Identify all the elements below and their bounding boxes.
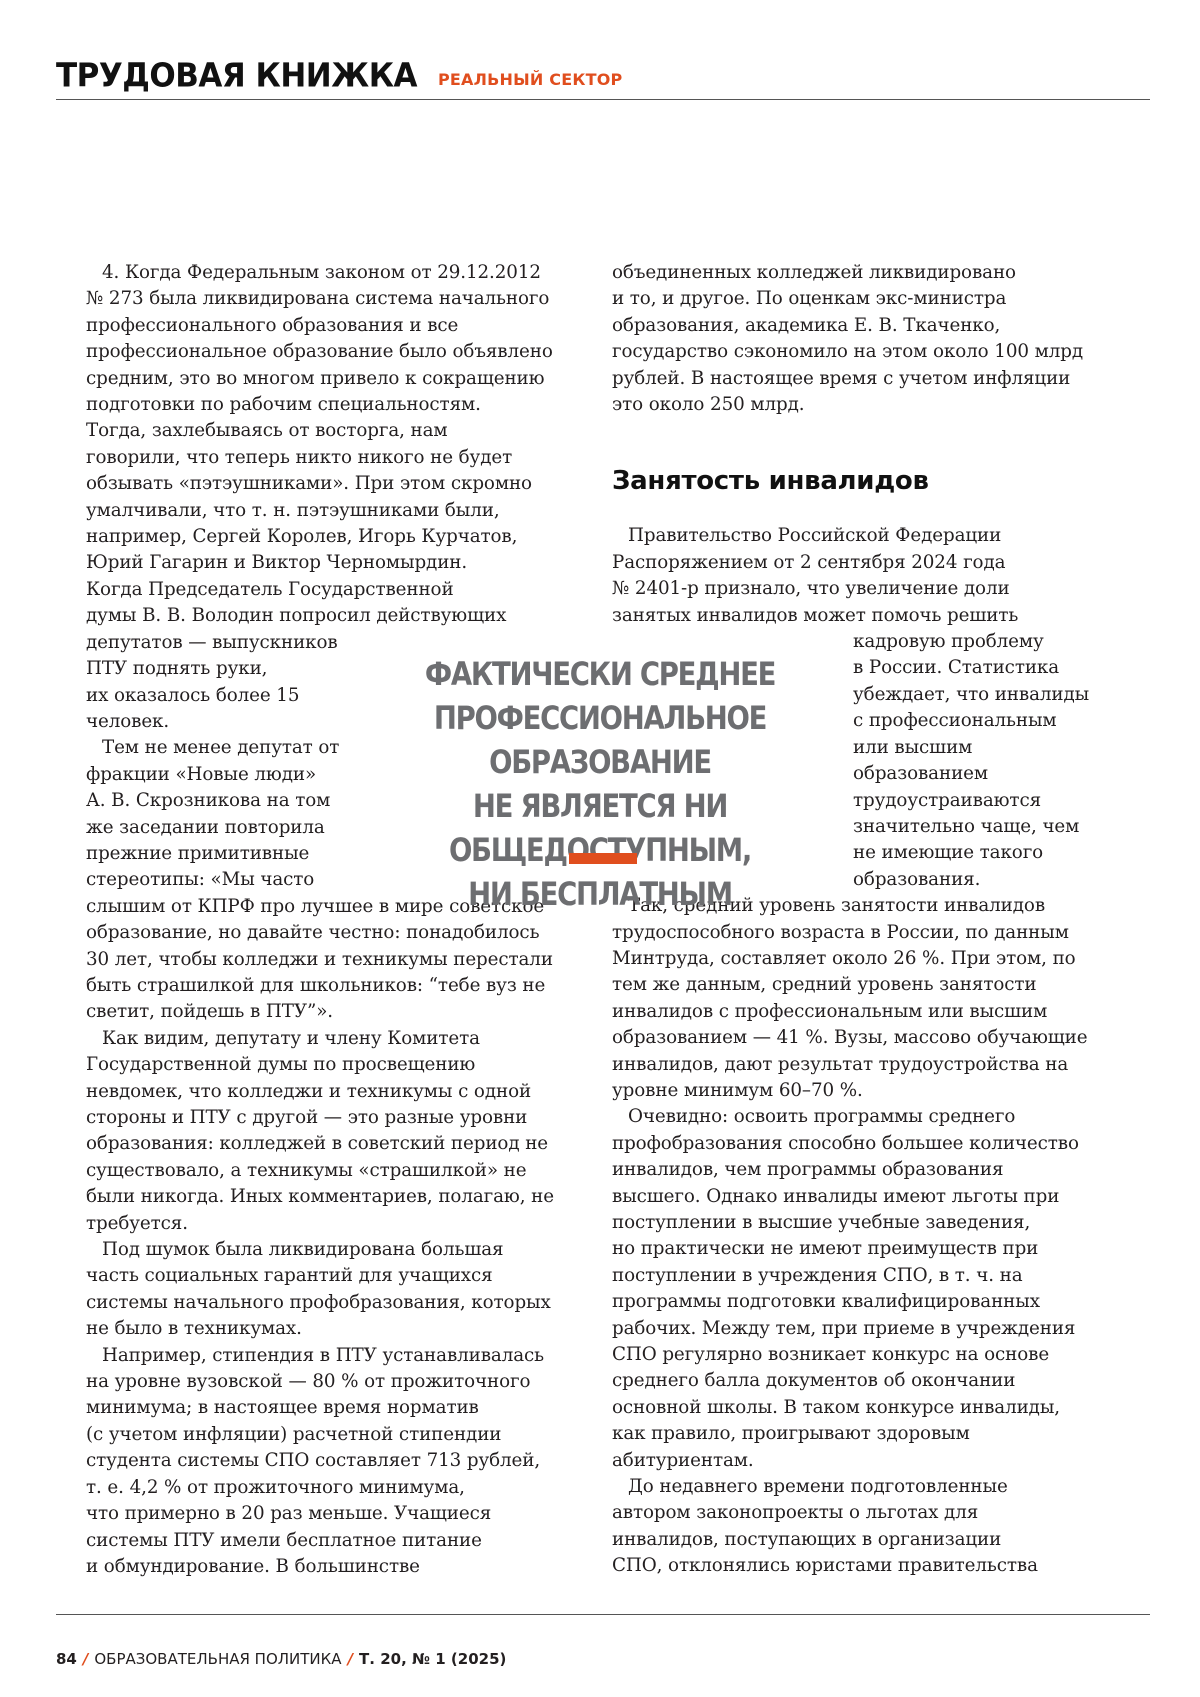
text-line: системы начального профобразования, которых [86, 1290, 606, 1316]
text-line: профессионального образования и все [86, 313, 606, 339]
text-line: образование, но давайте честно: понадобилось [86, 920, 606, 946]
text-line: инвалидов с профессиональным или высшим [612, 999, 1132, 1025]
text-line: трудоустраиваются [612, 788, 1132, 814]
text-line: стороны и ПТУ с другой — это разные уровни [86, 1105, 606, 1131]
text-line: или высшим [612, 735, 1132, 761]
text-line: часть социальных гарантий для учащихся [86, 1263, 606, 1289]
journal-name: ОБРАЗОВАТЕЛЬНАЯ ПОЛИТИКА [94, 1650, 341, 1668]
text-line: например, Сергей Королев, Игорь Курчатов, [86, 524, 606, 550]
text-line: 4. Когда Федеральным законом от 29.12.2012 [86, 260, 606, 286]
text-line: До недавнего времени подготовленные [612, 1474, 1132, 1500]
text-line: программы подготовки квалифицированных [612, 1289, 1132, 1315]
text-line: убеждает, что инвалиды [612, 682, 1132, 708]
text-line: Юрий Гагарин и Виктор Черномырдин. [86, 550, 606, 576]
text-line: автором законопроекты о льготах для [612, 1500, 1132, 1526]
text-line: основной школы. В таком конкурсе инвалиды, [612, 1395, 1132, 1421]
article-left-column [86, 260, 606, 1580]
text-line: с профессиональным [612, 708, 1132, 734]
text-line: поступлении в высшие учебные заведения, [612, 1210, 1132, 1236]
text-line: 30 лет, чтобы колледжи и техникумы перестали [86, 947, 606, 973]
text-line: стереотипы: «Мы часто [86, 867, 606, 893]
text-line: средним, это во многом привело к сокращению [86, 366, 606, 392]
text-line: образования: колледжей в советский период не [86, 1131, 606, 1157]
text-line: Как видим, депутату и члену Комитета [86, 1026, 606, 1052]
text-line: требуется. [86, 1211, 606, 1237]
text-line: говорили, что теперь никто никого не будет [86, 445, 606, 471]
text-line: Распоряжением от 2 сентября 2024 года [612, 550, 1132, 576]
pull-quote-line: НИ БЕСПЛАТНЫМ [402, 872, 798, 916]
text-line: невдомек, что колледжи и техникумы с одной [86, 1079, 606, 1105]
text-line: прежние примитивные [86, 841, 606, 867]
text-line: ПТУ поднять руки, [86, 656, 606, 682]
text-line: минимума; в настоящее время норматив [86, 1395, 606, 1421]
pull-quote [402, 652, 798, 916]
text-line: не имеющие такого [612, 840, 1132, 866]
text-line: Тогда, захлебываясь от восторга, нам [86, 418, 606, 444]
pull-quote-line: ПРОФЕССИОНАЛЬНОЕ ОБРАЗОВАНИЕ [402, 696, 798, 784]
pull-quote-line: НЕ ЯВЛЯЕТСЯ НИ ОБЩЕДОСТУПНЫМ, [402, 784, 798, 872]
text-line: № 273 была ликвидирована система начального [86, 286, 606, 312]
running-header [56, 56, 1150, 100]
text-line: Правительство Российской Федерации [612, 523, 1132, 549]
text-line: слышим от КПРФ про лучшее в мире советское [86, 894, 606, 920]
separator-slash: / [83, 1650, 88, 1668]
text-line: высшего. Однако инвалиды имеют льготы при [612, 1184, 1132, 1210]
text-line: не было в техникумах. [86, 1316, 606, 1342]
right-top-block [612, 260, 1132, 418]
text-line: как правило, проигрывают здоровым [612, 1421, 1132, 1447]
text-line: Так, средний уровень занятости инвалидов [612, 893, 1132, 919]
text-line: существовало, а техникумы «страшилкой» не [86, 1158, 606, 1184]
page-footer [56, 1650, 506, 1668]
text-line: инвалидов, чем программы образования [612, 1157, 1132, 1183]
text-line: Например, стипендия в ПТУ устанавливалась [86, 1343, 606, 1369]
text-line: что примерно в 20 раз меньше. Учащиеся [86, 1501, 606, 1527]
text-line: А. В. Скрозникова на том [86, 788, 606, 814]
text-line: системы ПТУ имели бесплатное питание [86, 1528, 606, 1554]
text-line: СПО регулярно возникает конкурс на основе [612, 1342, 1132, 1368]
text-line: Очевидно: освоить программы среднего [612, 1104, 1132, 1130]
text-line: тем же данным, средний уровень занятости [612, 972, 1132, 998]
text-line: образования, академика Е. В. Ткаченко, [612, 313, 1132, 339]
text-line: кадровую проблему [612, 629, 1132, 655]
text-line: были никогда. Иных комментариев, полагаю, не [86, 1184, 606, 1210]
text-line: образования. [612, 867, 1132, 893]
text-line: профессиональное образование было объявлено [86, 339, 606, 365]
section-heading: Занятость инвалидов [612, 466, 929, 496]
text-line: профобразования способно большее количество [612, 1131, 1132, 1157]
subsection-title: РЕАЛЬНЫЙ СЕКТОР [438, 70, 622, 89]
text-line: обзывать «пэтэушниками». При этом скромно [86, 471, 606, 497]
text-line: подготовки по рабочим специальностям. [86, 392, 606, 418]
article-right-column [612, 260, 1132, 1580]
text-line: Минтруда, составляет около 26 %. При этом, по [612, 946, 1132, 972]
text-line: студента системы СПО составляет 713 рублей, [86, 1448, 606, 1474]
text-line: умалчивали, что т. н. пэтэушниками были, [86, 498, 606, 524]
text-line: же заседании повторила [86, 815, 606, 841]
text-line: светит, пойдешь в ПТУ”». [86, 999, 606, 1025]
text-line: уровне минимум 60–70 %. [612, 1078, 1132, 1104]
text-line: и обмундирование. В большинстве [86, 1554, 606, 1580]
text-line: значительно чаще, чем [612, 814, 1132, 840]
text-line: на уровне вузовской — 80 % от прожиточного [86, 1369, 606, 1395]
text-line: № 2401-р признало, что увеличение доли [612, 576, 1132, 602]
separator-slash: / [348, 1650, 353, 1668]
text-line: их оказалось более 15 [86, 683, 606, 709]
text-line: Государственной думы по просвещению [86, 1052, 606, 1078]
section-title: ТРУДОВАЯ КНИЖКА [56, 57, 417, 95]
text-line: думы В. В. Володин попросил действующих [86, 603, 606, 629]
footer-rule [56, 1614, 1150, 1615]
text-line: быть страшилкой для школьников: “тебе вуз не [86, 973, 606, 999]
text-line: СПО, отклонялись юристами правительства [612, 1553, 1132, 1579]
text-line: среднего балла документов об окончании [612, 1368, 1132, 1394]
text-line: трудоспособного возраста в России, по данным [612, 920, 1132, 946]
text-line: инвалидов, дают результат трудоустройства на [612, 1052, 1132, 1078]
text-line: это около 250 млрд. [612, 392, 1132, 418]
issue-info: Т. 20, № 1 (2025) [359, 1650, 506, 1668]
pull-quote-accent-bar [569, 853, 637, 864]
text-line: абитуриентам. [612, 1448, 1132, 1474]
text-line: Тем не менее депутат от [86, 735, 606, 761]
text-line: инвалидов, поступающих в организации [612, 1527, 1132, 1553]
text-line: человек. [86, 709, 606, 735]
text-line: но практически не имеют преимуществ при [612, 1236, 1132, 1262]
text-line: т. е. 4,2 % от прожиточного минимума, [86, 1475, 606, 1501]
text-line: занятых инвалидов может помочь решить [612, 603, 1132, 629]
page-number: 84 [56, 1650, 77, 1668]
text-line: рублей. В настоящее время с учетом инфляции [612, 366, 1132, 392]
text-line: Под шумок была ликвидирована большая [86, 1237, 606, 1263]
pull-quote-line: ФАКТИЧЕСКИ СРЕДНЕЕ [402, 652, 798, 696]
text-line: фракции «Новые люди» [86, 762, 606, 788]
text-line: образованием — 41 %. Вузы, массово обучающие [612, 1025, 1132, 1051]
text-line: государство сэкономило на этом около 100 млрд [612, 339, 1132, 365]
text-line: поступлении в учреждения СПО, в т. ч. на [612, 1263, 1132, 1289]
text-line: в России. Статистика [612, 655, 1132, 681]
text-line: Когда Председатель Государственной [86, 577, 606, 603]
text-line: и то, и другое. По оценкам экс-министра [612, 286, 1132, 312]
text-line: депутатов — выпускников [86, 630, 606, 656]
text-line: образованием [612, 761, 1132, 787]
text-line: объединенных колледжей ликвидировано [612, 260, 1132, 286]
text-line: (с учетом инфляции) расчетной стипендии [86, 1422, 606, 1448]
text-line: рабочих. Между тем, при приеме в учреждения [612, 1316, 1132, 1342]
